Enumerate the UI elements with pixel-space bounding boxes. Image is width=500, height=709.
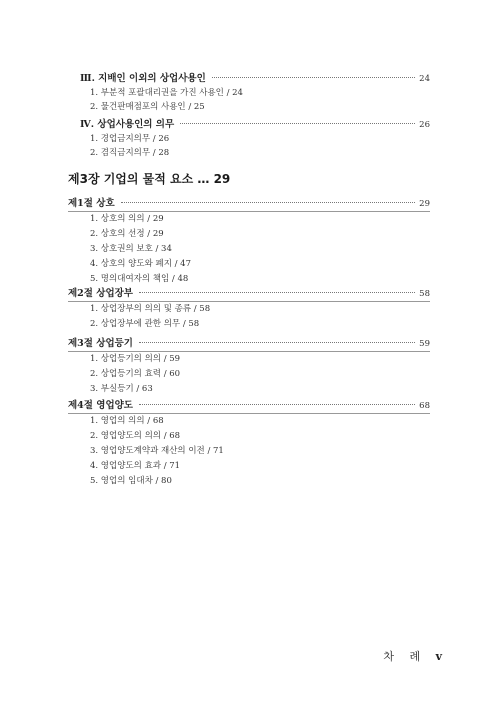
page-number: 68	[419, 401, 430, 411]
section-title: 제1절 상호	[68, 198, 115, 209]
leader-dots	[180, 123, 415, 124]
toc-entry-section-3	[80, 70, 430, 84]
page-number: 58	[419, 289, 430, 299]
list-item: 2. 겸직금지의무 / 28	[90, 148, 170, 158]
footer-page-number: v	[435, 650, 442, 663]
section-title: 제2절 상업장부	[68, 288, 133, 299]
list-item: 4. 영업양도의 효과 / 71	[90, 461, 181, 471]
toc-entry-section-4b	[68, 397, 430, 411]
page-footer	[383, 648, 442, 664]
page-number: 26	[419, 120, 430, 130]
leader-dots	[139, 342, 415, 343]
page-number: 24	[419, 74, 430, 84]
leader-dots	[121, 202, 416, 203]
section-title: 제3절 상업등기	[68, 338, 133, 349]
chapter-title: 제3장 기업의 물적 요소 … 29	[68, 172, 231, 186]
toc-entry-section-1	[68, 195, 430, 209]
section-title: Ⅳ. 상업사용인의 의무	[80, 119, 175, 130]
list-item: 5. 명의대여자의 책임 / 48	[90, 274, 189, 284]
list-item: 3. 영업양도계약과 재산의 이전 / 71	[90, 446, 224, 456]
list-item: 3. 부실등기 / 63	[90, 384, 153, 394]
list-item: 2. 물건판매점포의 사용인 / 25	[90, 102, 205, 112]
toc-entry-section-3b	[68, 335, 430, 349]
toc-entry-section-4	[80, 116, 430, 130]
footer-label: 차 례	[383, 650, 427, 663]
list-item: 2. 영업양도의 의의 / 68	[90, 431, 181, 441]
list-item: 5. 영업의 임대차 / 80	[90, 476, 172, 486]
page-number: 59	[419, 339, 430, 349]
list-item: 1. 상호의 의의 / 29	[90, 214, 164, 224]
leader-dots	[139, 292, 415, 293]
leader-dots	[212, 77, 415, 78]
list-item: 1. 영업의 의의 / 68	[90, 416, 164, 426]
list-item: 1. 부분적 포괄대리권을 가진 사용인 / 24	[90, 88, 243, 98]
list-item: 1. 상업등기의 의의 / 59	[90, 354, 181, 364]
list-item: 1. 상업장부의 의의 및 종류 / 58	[90, 304, 211, 314]
page-number: 29	[419, 199, 430, 209]
list-item: 3. 상호권의 보호 / 34	[90, 244, 172, 254]
section-title: Ⅲ. 지배인 이외의 상업사용인	[80, 73, 206, 84]
toc-entry-section-2	[68, 285, 430, 299]
leader-dots	[139, 404, 415, 405]
list-item: 1. 경업금지의무 / 26	[90, 134, 170, 144]
section-title: 제4절 영업양도	[68, 400, 133, 411]
list-item: 2. 상업장부에 관한 의무 / 58	[90, 319, 200, 329]
list-item: 2. 상업등기의 효력 / 60	[90, 369, 181, 379]
list-item: 4. 상호의 양도와 폐지 / 47	[90, 259, 191, 269]
list-item: 2. 상호의 선정 / 29	[90, 229, 164, 239]
